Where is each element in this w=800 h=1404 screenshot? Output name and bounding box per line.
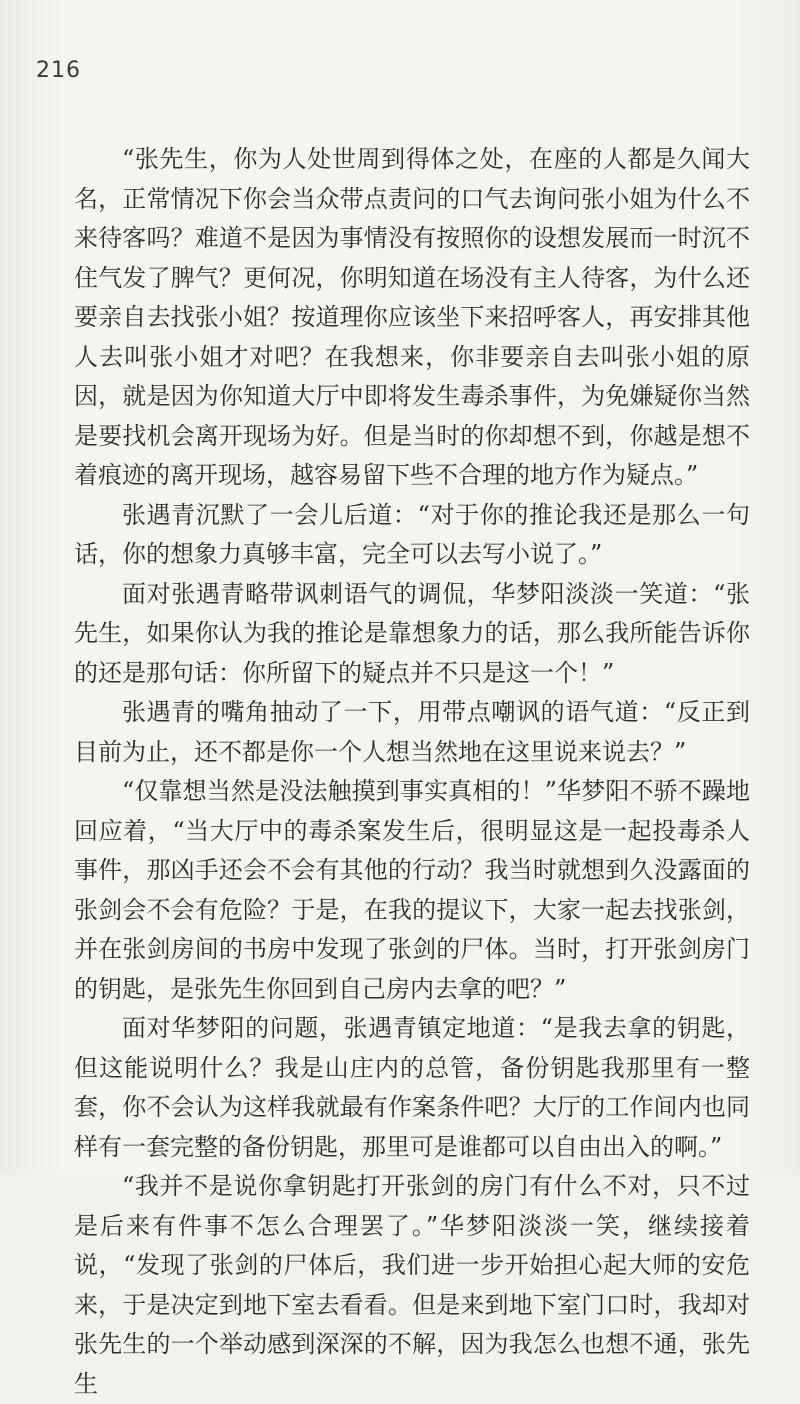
- paragraph: 面对张遇青略带讽刺语气的调侃，华梦阳淡淡一笑道：“张先生，如果你认为我的推论是靠想象力的话，那么我所能告诉你的还是那句话：你所留下的疑点并不只是这一个！”: [74, 579, 750, 687]
- paragraph: 面对华梦阳的问题，张遇青镇定地道：“是我去拿的钥匙，但这能说明什么？我是山庄内的总管，备份钥匙我那里有一整套，你不会认为这样我就最有作案条件吧？大厅的工作间内也同样有一套完整的备份钥匙，那里可是谁都可以自由出入的啊。”: [74, 1014, 750, 1161]
- paragraph: 张遇青沉默了一会儿后道：“对于你的推论我还是那么一句话，你的想象力真够丰富，完全可以去写小说了。”: [74, 500, 750, 568]
- paragraph: “张先生，你为人处世周到得体之处，在座的人都是久闻大名，正常情况下你会当众带点责问的口气去询问张小姐为什么不来待客吗？难道不是因为事情没有按照你的设想发展而一时沉不住气发了脾气？更何况，你明知道在场没有主人待客，为什么还要亲自去找张小姐？按道理你应该坐下来招呼客人，再安排其他人去叫张小姐才对吧？在我想来，你非要亲自去叫张小姐的原因，就是因为你知道大厅中即将发生毒杀事件，为免嫌疑你当然是要找机会离开现场为好。但是当时的你却想不到，你越是想不着痕迹的离开现场，越容易留下些不合理的地方作为疑点。”: [74, 145, 750, 489]
- page-number: 216: [36, 58, 81, 83]
- body-text: [74, 140, 750, 1404]
- paragraph: “我并不是说你拿钥匙打开张剑的房门有什么不对，只不过是后来有件事不怎么合理罢了。”华梦阳淡淡一笑，继续接着说，“发现了张剑的尸体后，我们进一步开始担心起大师的安危来，于是决定到地下室去看看。但是来到地下室门口时，我却对张先生的一个举动感到深深的不解，因为我怎么也想不通，张先生: [74, 1172, 750, 1398]
- paragraph: 张遇青的嘴角抽动了一下，用带点嘲讽的语气道：“反正到目前为止，还不都是你一个人想当然地在这里说来说去？”: [74, 698, 750, 766]
- paragraph: “仅靠想当然是没法触摸到事实真相的！”华梦阳不骄不躁地回应着，“当大厅中的毒杀案发生后，很明显这是一起投毒杀人事件，那凶手还会不会有其他的行动？我当时就想到久没露面的张剑会不会有危险？于是，在我的提议下，大家一起去找张剑，并在张剑房间的书房中发现了张剑的尸体。当时，打开张剑房门的钥匙，是张先生你回到自己房内去拿的吧？”: [74, 777, 750, 1003]
